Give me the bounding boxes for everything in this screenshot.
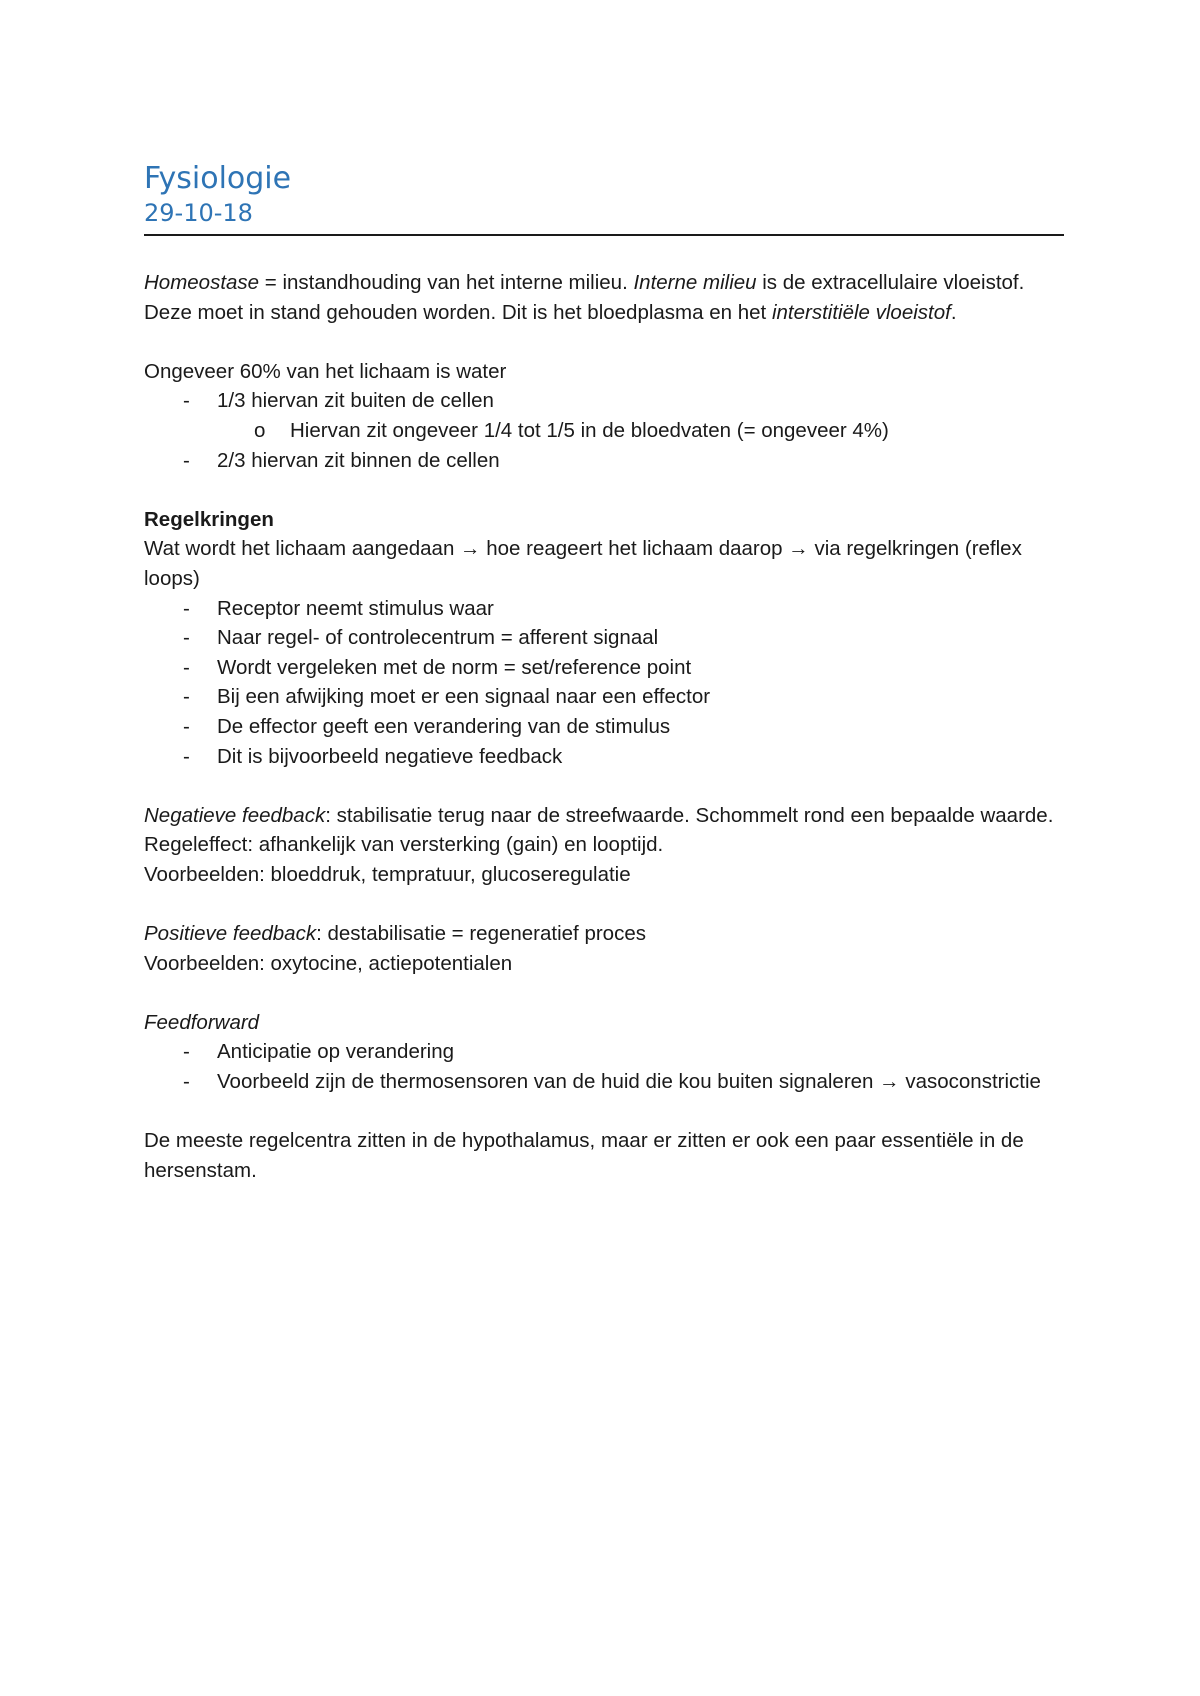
water-lead: Ongeveer 60% van het lichaam is water [144, 359, 507, 383]
list-item-text: 2/3 hiervan zit binnen de cellen [217, 448, 500, 472]
dash-bullet: - [183, 744, 190, 768]
term-interstitiele-vloeistof: interstitiële vloeistof [771, 300, 951, 324]
sub-list-item [144, 416, 1064, 446]
interne-milieu-text: is de extracellulaire vloeistof. Deze moet in stand gehouden worden. Dit is het bloedplasma en het [144, 271, 1025, 324]
water-section [144, 357, 1064, 475]
negative-feedback-text: : stabilisatie terug naar de streefwaarde. Schommelt rond een bepaalde waarde. [325, 803, 1054, 827]
dash-bullet: - [183, 626, 190, 650]
positive-feedback-section [144, 919, 1064, 978]
list-item [144, 623, 1064, 653]
list-item-text: Dit is bijvoorbeeld negatieve feedback [217, 744, 563, 768]
dash-bullet: - [183, 448, 190, 472]
regeleffect-line: Regeleffect: afhankelijk van versterking (gain) en looptijd. [144, 833, 664, 857]
list-item-text: Receptor neemt stimulus waar [217, 596, 494, 620]
list-item [144, 1037, 1064, 1067]
closing-section [144, 1126, 1064, 1185]
dash-bullet: - [183, 596, 190, 620]
list-item-text: Voorbeeld zijn de thermosensoren van de huid die kou buiten signaleren [217, 1070, 880, 1094]
list-item [144, 594, 1064, 624]
dash-bullet: - [183, 655, 190, 679]
title-divider [144, 234, 1064, 236]
sub-list-item-text: Hiervan zit ongeveer 1/4 tot 1/5 in de bloedvaten (= ongeveer 4%) [290, 418, 889, 442]
list-item [144, 1067, 1064, 1097]
lead-text-1: Wat wordt het lichaam aangedaan [144, 537, 461, 561]
positive-feedback-text: : destabilisatie = regeneratief proces [316, 922, 646, 946]
document-page [144, 160, 1064, 1185]
list-item-text: Anticipatie op verandering [217, 1040, 455, 1064]
list-item-text: De effector geeft een verandering van de stimulus [217, 714, 671, 738]
list-item-text: Wordt vergeleken met de norm = set/reference point [217, 655, 692, 679]
list-item [144, 742, 1064, 772]
feedforward-list [144, 1037, 1064, 1096]
arrow-right-icon: → [788, 537, 809, 561]
homeostase-text: = instandhouding van het interne milieu. [259, 271, 634, 294]
negative-feedback-definition [144, 801, 1064, 831]
lead-text-2: hoe reageert het lichaam daarop [480, 537, 789, 561]
negative-examples-line: Voorbeelden: bloeddruk, tempratuur, glucoseregulatie [144, 862, 631, 886]
positive-examples-line: Voorbeelden: oxytocine, actiepotentialen [144, 951, 513, 975]
intro-period: . [950, 300, 957, 324]
term-interne-milieu: Interne milieu [633, 271, 757, 294]
list-item-text: Naar regel- of controlecentrum = afferent signaal [217, 626, 659, 650]
list-item [144, 712, 1064, 742]
homeostase-paragraph [144, 268, 1064, 327]
list-item [144, 446, 1064, 476]
closing-paragraph: De meeste regelcentra zitten in de hypothalamus, maar er zitten er ook een paar essentiële in de hersenstam. [144, 1129, 1024, 1182]
list-item-text: vasoconstrictie [899, 1070, 1041, 1094]
water-list-continued [144, 446, 1064, 476]
regelkringen-lead [144, 534, 1064, 593]
regelkringen-heading: Regelkringen [144, 507, 274, 531]
feedforward-section [144, 1008, 1064, 1097]
list-item-text: Bij een afwijking moet er een signaal naar een effector [217, 685, 711, 709]
dash-bullet: - [183, 685, 190, 709]
list-item [144, 386, 1064, 416]
feedforward-heading [144, 1008, 1064, 1038]
term-feedforward: Feedforward [144, 1010, 260, 1034]
dash-bullet: - [183, 1070, 190, 1094]
term-negatieve-feedback: Negatieve feedback [144, 803, 326, 827]
water-sublist [144, 416, 1064, 446]
list-item [144, 653, 1064, 683]
document-title: Fysiologie [144, 161, 292, 196]
term-homeostase: Homeostase [144, 271, 260, 294]
regelkringen-list [144, 594, 1064, 772]
arrow-right-icon: → [879, 1070, 900, 1094]
regelkringen-section [144, 505, 1064, 771]
lead-text-3: via regelkringen (reflex loops) [144, 537, 1022, 590]
arrow-right-icon: → [460, 537, 481, 561]
negative-feedback-section [144, 801, 1064, 890]
term-positieve-feedback: Positieve feedback [144, 922, 317, 946]
dash-bullet: - [183, 1040, 190, 1064]
document-date: 29-10-18 [144, 199, 253, 227]
circle-bullet: o [254, 418, 266, 442]
positive-feedback-definition [144, 919, 1064, 949]
dash-bullet: - [183, 389, 190, 413]
list-item [144, 682, 1064, 712]
water-list [144, 386, 1064, 416]
list-item-text: 1/3 hiervan zit buiten de cellen [217, 389, 494, 413]
dash-bullet: - [183, 714, 190, 738]
